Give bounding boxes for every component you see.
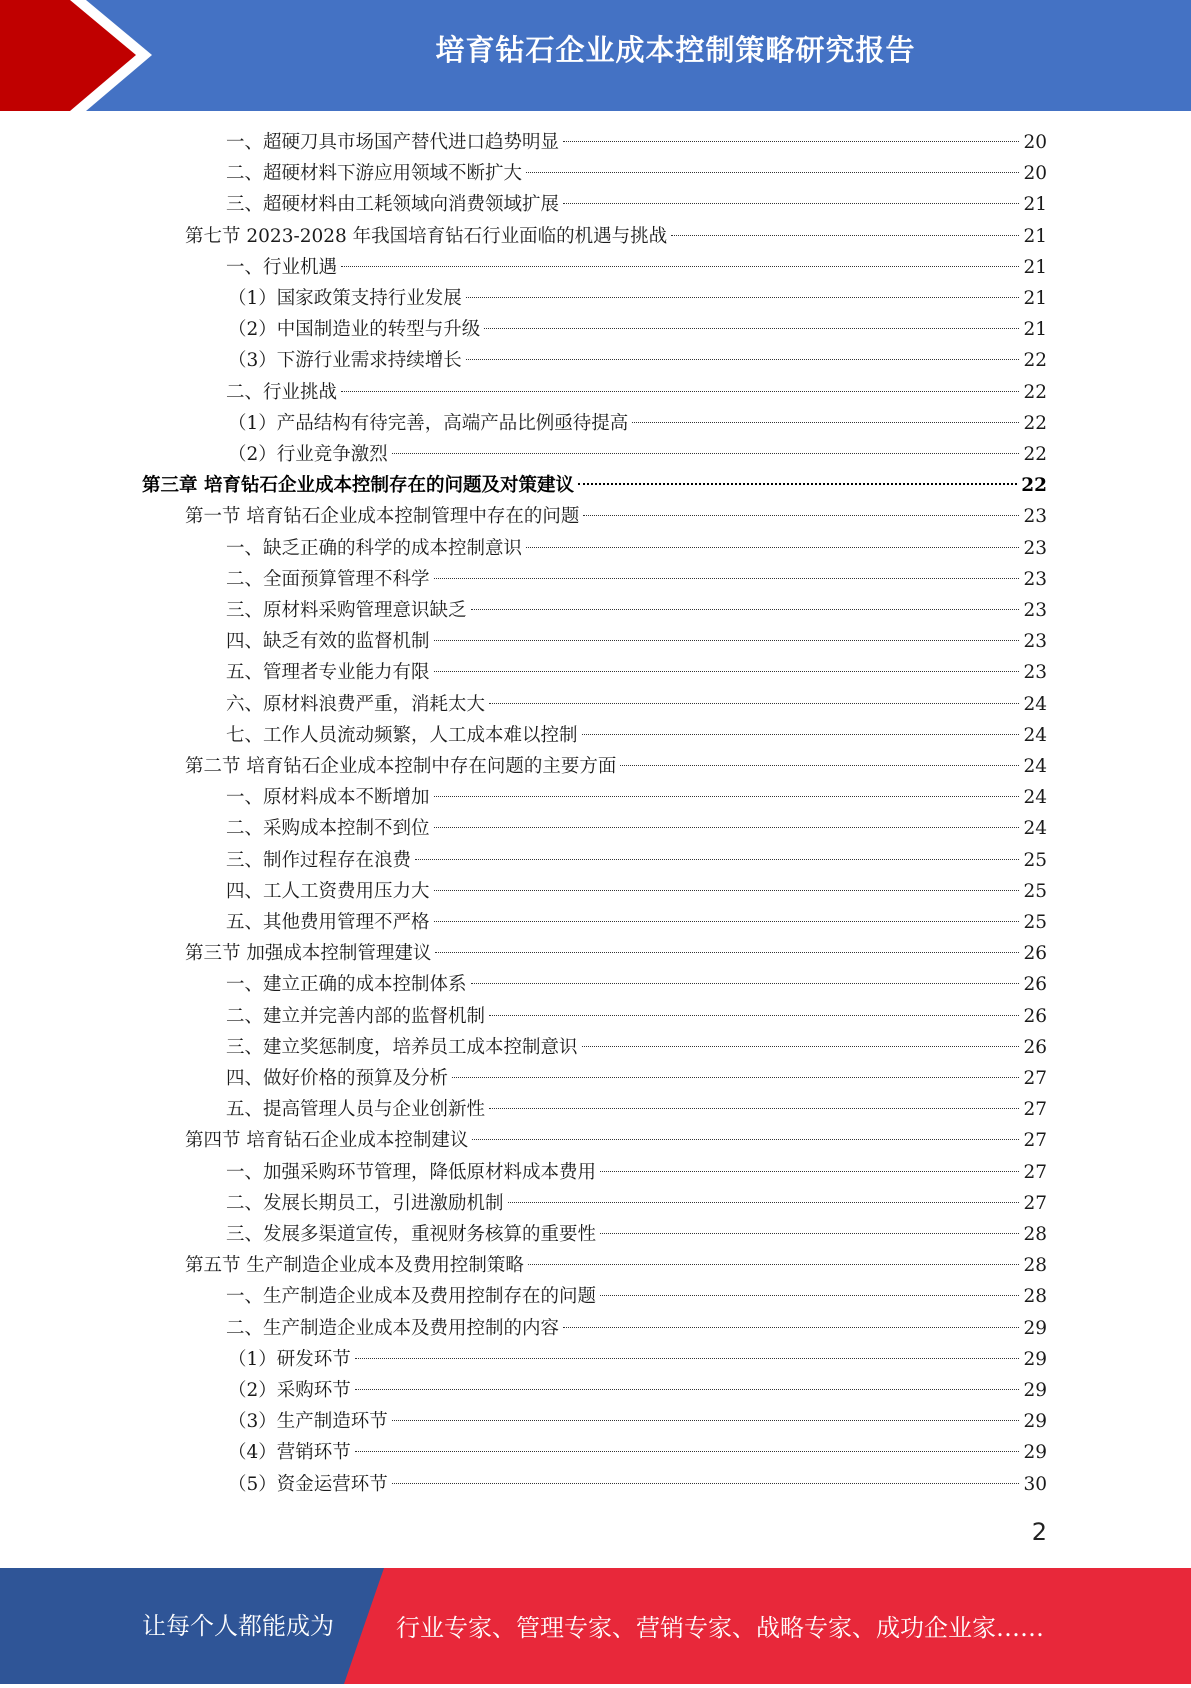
toc-entry-page: 23 [1023, 600, 1047, 621]
toc-dot-leader [434, 578, 1020, 579]
toc-entry-page: 22 [1023, 381, 1047, 403]
toc-entry[interactable] [226, 969, 1047, 1000]
toc-entry[interactable] [226, 595, 1047, 626]
toc-dot-leader [600, 1171, 1019, 1172]
toc-entry-label: 四、做好价格的预算及分析 [226, 1068, 449, 1089]
toc-dot-leader [526, 547, 1019, 548]
toc-entry[interactable] [185, 1125, 1047, 1156]
toc-entry-label: 二、发展长期员工，引进激励机制 [226, 1192, 504, 1214]
toc-entry[interactable] [226, 1063, 1047, 1094]
toc-entry-label: 七、工作人员流动频繁，人工成本难以控制 [226, 724, 578, 746]
toc-entry-label: 第一节 培育钻石企业成本控制管理中存在的问题 [185, 506, 580, 528]
toc-entry-page: 29 [1023, 1411, 1047, 1433]
toc-entry-page: 28 [1023, 1286, 1047, 1308]
toc-dot-leader [355, 1451, 1020, 1452]
toc-entry[interactable] [228, 1375, 1047, 1406]
toc-dot-leader [434, 640, 1020, 641]
page-header [0, 0, 1191, 111]
toc-entry-page: 29 [1023, 1442, 1047, 1464]
toc-entry-page: 27 [1023, 1068, 1047, 1089]
toc-dot-leader [355, 1389, 1020, 1390]
toc-entry[interactable] [226, 876, 1047, 907]
toc-entry[interactable] [226, 782, 1047, 813]
toc-dot-leader [341, 391, 1019, 392]
toc-entry-label: 三、发展多渠道宣传，重视财务核算的重要性 [226, 1224, 597, 1245]
toc-entry-page: 22 [1023, 412, 1047, 434]
toc-entry[interactable] [226, 158, 1047, 189]
footer-slogan-right: 行业专家、管理专家、营销专家、战略专家、成功企业家…… [396, 1614, 1044, 1642]
toc-entry-label: 五、其他费用管理不严格 [226, 912, 430, 933]
toc-entry-label: 二、超硬材料下游应用领域不断扩大 [226, 163, 523, 185]
toc-dot-leader [489, 1015, 1019, 1016]
toc-entry[interactable] [226, 1094, 1047, 1125]
toc-entry[interactable] [226, 533, 1047, 564]
toc-entry-label: 二、全面预算管理不科学 [226, 568, 430, 590]
toc-entry-label: 一、缺乏正确的科学的成本控制意识 [226, 537, 523, 559]
page-number: 2 [1031, 1518, 1047, 1546]
toc-entry-label: 第四节 培育钻石企业成本控制建议 [185, 1130, 469, 1152]
toc-entry-page: 29 [1023, 1348, 1047, 1370]
toc-entry-label: 三、建立奖惩制度，培养员工成本控制意识 [226, 1036, 578, 1058]
toc-chapter-entry[interactable] [142, 470, 1047, 501]
toc-dot-leader [471, 983, 1020, 984]
toc-dot-leader [392, 1483, 1020, 1484]
toc-dot-leader [563, 141, 1019, 142]
toc-entry-label: 一、加强采购环节管理，降低原材料成本费用 [226, 1161, 597, 1183]
toc-entry-label: （2）中国制造业的转型与升级 [228, 319, 481, 341]
toc-entry-page: 30 [1023, 1473, 1047, 1495]
toc-dot-leader [484, 328, 1019, 329]
toc-dot-leader [600, 1233, 1019, 1234]
toc-entry-label: （3）下游行业需求持续增长 [228, 350, 462, 372]
toc-entry-label: 第三章 培育钻石企业成本控制存在的问题及对策建议 [142, 475, 574, 497]
toc-entry[interactable] [226, 127, 1047, 158]
toc-dot-leader [341, 266, 1019, 267]
toc-entry-label: （1）国家政策支持行业发展 [228, 288, 462, 309]
toc-entry-page: 29 [1023, 1380, 1047, 1401]
toc-entry-page: 21 [1023, 194, 1047, 216]
toc-entry-label: 二、生产制造企业成本及费用控制的内容 [226, 1317, 560, 1339]
toc-entry[interactable] [226, 657, 1047, 688]
toc-dot-leader [582, 1046, 1020, 1047]
toc-entry-page: 22 [1023, 444, 1047, 465]
toc-entry-page: 24 [1023, 818, 1047, 840]
toc-dot-leader [355, 1358, 1020, 1359]
toc-entry-label: 五、管理者专业能力有限 [226, 662, 430, 684]
toc-entry-page: 27 [1023, 1161, 1047, 1183]
toc-entry[interactable] [226, 1281, 1047, 1312]
toc-dot-leader [508, 1202, 1020, 1203]
toc-dot-leader [434, 921, 1020, 922]
toc-dot-leader [528, 1264, 1020, 1265]
toc-entry-page: 22 [1023, 350, 1047, 372]
toc-entry[interactable] [226, 626, 1047, 657]
toc-entry-label: 一、行业机遇 [226, 256, 338, 278]
toc-entry[interactable] [226, 845, 1047, 876]
toc-dot-leader [435, 952, 1019, 953]
toc-dot-leader [434, 796, 1020, 797]
toc-entry-page: 29 [1023, 1317, 1047, 1339]
toc-entry-page: 21 [1023, 256, 1047, 278]
toc-entry-page: 24 [1023, 693, 1047, 715]
toc-entry[interactable] [228, 1344, 1047, 1375]
toc-entry[interactable] [226, 564, 1047, 595]
toc-entry-label: 四、工人工资费用压力大 [226, 880, 430, 902]
toc-entry[interactable] [226, 1188, 1047, 1219]
toc-entry-label: （5）资金运营环节 [228, 1473, 388, 1495]
toc-entry[interactable] [226, 1032, 1047, 1063]
toc-entry-page: 23 [1023, 568, 1047, 590]
toc-entry-page: 24 [1023, 756, 1047, 777]
toc-dot-leader [583, 515, 1019, 516]
toc-dot-leader [620, 765, 1019, 766]
toc-entry-page: 20 [1023, 132, 1047, 153]
toc-entry-label: （4）营销环节 [228, 1442, 351, 1464]
toc-entry[interactable] [228, 439, 1047, 470]
toc-entry-page: 27 [1023, 1099, 1047, 1121]
toc-dot-leader [632, 422, 1019, 423]
toc-entry[interactable] [226, 907, 1047, 938]
toc-entry[interactable] [226, 813, 1047, 844]
toc-entry[interactable] [226, 1001, 1047, 1032]
toc-entry-label: 二、建立并完善内部的监督机制 [226, 1005, 486, 1027]
toc-dot-leader [563, 1327, 1019, 1328]
toc-entry[interactable] [228, 1437, 1047, 1468]
toc-entry-page: 28 [1023, 1224, 1047, 1245]
toc-dot-leader [466, 359, 1020, 360]
toc-entry[interactable] [185, 501, 1047, 532]
toc-entry[interactable] [228, 345, 1047, 376]
toc-entry[interactable] [185, 1250, 1047, 1281]
toc-entry-label: （1）研发环节 [228, 1348, 351, 1370]
toc-dot-leader [600, 1295, 1019, 1296]
toc-entry[interactable] [228, 283, 1047, 314]
toc-entry[interactable] [226, 1157, 1047, 1188]
toc-entry-label: 三、原材料采购管理意识缺乏 [226, 600, 467, 621]
toc-dot-leader [392, 1420, 1020, 1421]
toc-entry[interactable] [226, 189, 1047, 220]
toc-entry-label: 二、采购成本控制不到位 [226, 818, 430, 840]
toc-entry[interactable] [185, 221, 1047, 252]
toc-entry[interactable] [226, 689, 1047, 720]
toc-entry-label: （3）生产制造环节 [228, 1411, 388, 1433]
toc-entry-page: 23 [1023, 537, 1047, 559]
toc-entry-page: 26 [1023, 943, 1047, 965]
toc-entry-page: 23 [1023, 506, 1047, 528]
report-title: 培育钻石企业成本控制策略研究报告 [435, 33, 916, 67]
toc-entry-label: 四、缺乏有效的监督机制 [226, 631, 430, 653]
toc-entry[interactable] [228, 1406, 1047, 1437]
toc-dot-leader [489, 703, 1019, 704]
toc-dot-leader [471, 609, 1020, 610]
toc-entry-label: 三、超硬材料由工耗领域向消费领域扩展 [226, 194, 560, 216]
toc-dot-leader [415, 859, 1019, 860]
toc-entry[interactable] [185, 751, 1047, 782]
toc-entry[interactable] [226, 252, 1047, 283]
toc-entry-label: 五、提高管理人员与企业创新性 [226, 1099, 486, 1121]
toc-dot-leader [472, 1139, 1019, 1140]
toc-entry-label: （1）产品结构有待完善，高端产品比例亟待提高 [228, 412, 629, 434]
toc-entry-label: 一、原材料成本不断增加 [226, 787, 430, 809]
toc-entry-page: 24 [1023, 724, 1047, 746]
toc-entry[interactable] [226, 1219, 1047, 1250]
toc-entry-label: 第五节 生产制造企业成本及费用控制策略 [185, 1255, 524, 1277]
toc-entry-label: （2）行业竞争激烈 [228, 444, 388, 465]
toc-entry-label: 三、制作过程存在浪费 [226, 849, 412, 871]
toc-entry-page: 25 [1023, 880, 1047, 902]
toc-entry[interactable] [228, 408, 1047, 439]
toc-dot-leader [582, 734, 1020, 735]
toc-entry[interactable] [226, 377, 1047, 408]
toc-entry-page: 26 [1023, 974, 1047, 996]
toc-dot-leader [466, 297, 1020, 298]
toc-entry-page: 22 [1021, 475, 1047, 497]
header-red-chevron [0, 0, 136, 111]
toc-dot-leader [434, 671, 1020, 672]
toc-entry-page: 23 [1023, 662, 1047, 684]
toc-entry-page: 20 [1023, 163, 1047, 185]
footer-slogan-left: 让每个人都能成为 [142, 1612, 334, 1640]
toc-entry-label: 一、超硬刀具市场国产替代进口趋势明显 [226, 132, 560, 153]
toc-dot-leader [671, 235, 1019, 236]
toc-entry-page: 21 [1023, 225, 1047, 247]
toc-entry-page: 27 [1023, 1192, 1047, 1214]
toc-dot-leader [489, 1108, 1019, 1109]
toc-entry-label: 第七节 2023-2028 年我国培育钻石行业面临的机遇与挑战 [185, 225, 668, 247]
toc-entry-label: 二、行业挑战 [226, 381, 338, 403]
toc-dot-leader [452, 1077, 1019, 1078]
toc-entry-page: 27 [1023, 1130, 1047, 1152]
toc-dot-leader [434, 890, 1020, 891]
toc-entry-page: 24 [1023, 787, 1047, 809]
toc-entry-page: 21 [1023, 319, 1047, 341]
toc-entry-label: 一、生产制造企业成本及费用控制存在的问题 [226, 1286, 597, 1308]
toc-entry-label: 六、原材料浪费严重，消耗太大 [226, 693, 486, 715]
toc-entry[interactable] [226, 720, 1047, 751]
toc-entry-label: （2）采购环节 [228, 1380, 351, 1401]
toc-entry-page: 25 [1023, 849, 1047, 871]
toc-entry-label: 第二节 培育钻石企业成本控制中存在问题的主要方面 [185, 756, 617, 777]
toc-dot-leader [526, 172, 1019, 173]
toc-entry[interactable] [226, 1313, 1047, 1344]
page-footer [0, 1568, 1191, 1684]
toc-entry[interactable] [228, 314, 1047, 345]
toc-entry-page: 25 [1023, 912, 1047, 933]
toc-entry-label: 一、建立正确的成本控制体系 [226, 974, 467, 996]
toc-entry[interactable] [185, 938, 1047, 969]
toc-entry-page: 26 [1023, 1036, 1047, 1058]
toc-entry-page: 21 [1023, 288, 1047, 309]
toc-entry-page: 28 [1023, 1255, 1047, 1277]
toc-entry-label: 第三节 加强成本控制管理建议 [185, 943, 432, 965]
toc-entry-page: 23 [1023, 631, 1047, 653]
toc-entry[interactable] [228, 1469, 1047, 1500]
toc-dot-leader [434, 827, 1020, 828]
toc-dot-leader [578, 483, 1017, 485]
toc-entry-page: 26 [1023, 1005, 1047, 1027]
toc-dot-leader [563, 203, 1019, 204]
toc-dot-leader [392, 453, 1020, 454]
